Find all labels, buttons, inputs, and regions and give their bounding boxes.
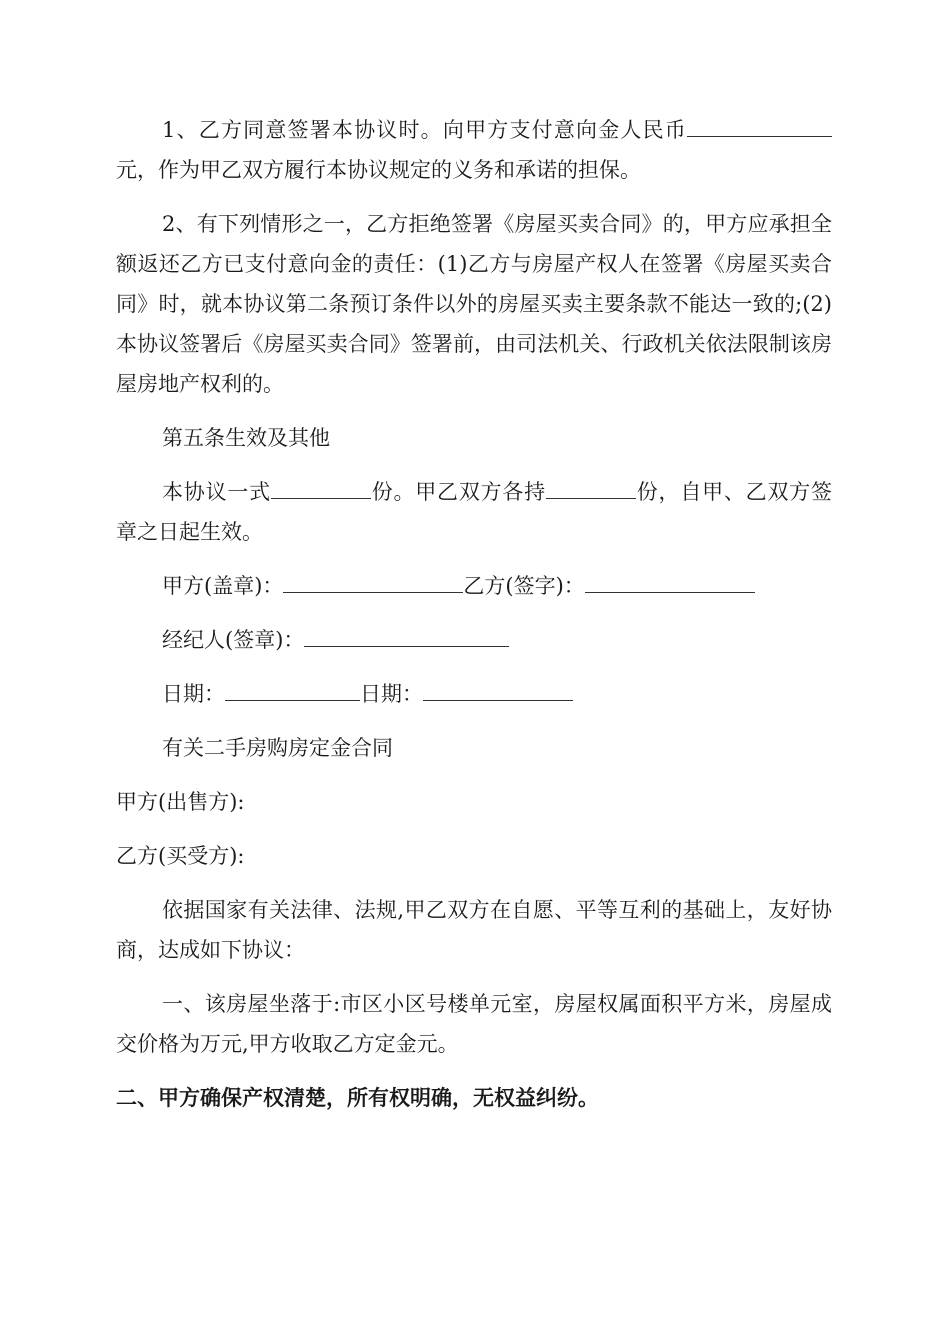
contract2-title: 有关二手房购房定金合同: [162, 736, 393, 760]
signature-agent-line: [116, 620, 832, 660]
contract2-item-1: 一、该房屋坐落于:市区小区号楼单元室，房屋权属面积平方米，房屋成交价格为万元,甲方收取乙方定金元。: [116, 992, 832, 1056]
signature-dates-line: [116, 674, 832, 714]
party-a-signature-blank: [283, 572, 463, 593]
party-b-signature-blank: [585, 572, 755, 593]
contract2-buyer: 乙方(买受方):: [116, 844, 245, 868]
date-a-blank: [225, 680, 360, 701]
clause-deposit-2: 2、有下列情形之一，乙方拒绝签署《房屋买卖合同》的，甲方应承担全额返还乙方已支付意向金的责任：(1)乙方与房屋产权人在签署《房屋买卖合同》时，就本协议第二条预订条件以外的房屋买卖主要条款不能达一致的;(2)本协议签署后《房屋买卖合同》签署前，由司法机关、行政机关依法限制该房屋房地产权利的。: [116, 212, 832, 396]
contract2-seller: 甲方(出售方):: [116, 790, 245, 814]
signature-parties-line: [116, 566, 832, 606]
clause-copies-text-b: 份。甲乙双方各持: [370, 480, 546, 504]
date-b-blank: [423, 680, 573, 701]
clause-deposit-1: [116, 110, 832, 190]
date-b-label: 日期：: [360, 682, 423, 706]
copies-each-blank: [546, 478, 636, 499]
clause-deposit-1-text-b: 元，作为甲乙双方履行本协议规定的义务和承诺的担保。: [116, 158, 641, 182]
agent-signature-blank: [304, 626, 509, 647]
clause-copies-text-a: 本协议一式: [162, 480, 271, 504]
clause-copies-text-c: 份，自甲、乙双方签章之日起生效。: [116, 480, 833, 544]
article5-title: 第五条生效及其他: [162, 426, 330, 450]
date-a-label: 日期：: [162, 682, 225, 706]
document-page: [116, 110, 832, 1132]
deposit-amount-blank: [687, 116, 832, 137]
clause-deposit-1-text-a: 1、乙方同意签署本协议时。向甲方支付意向金人民币: [162, 118, 687, 142]
party-a-label: 甲方(盖章)：: [162, 574, 284, 598]
clause-copies: [116, 472, 832, 552]
agent-label: 经纪人(签章)：: [162, 628, 305, 652]
contract2-item-2: 二、甲方确保产权清楚，所有权明确，无权益纠纷。: [116, 1086, 599, 1110]
party-b-label: 乙方(签字)：: [463, 574, 585, 598]
contract2-preamble: 依据国家有关法律、法规,甲乙双方在自愿、平等互利的基础上，友好协商，达成如下协议：: [116, 898, 832, 962]
copies-total-blank: [271, 478, 371, 499]
